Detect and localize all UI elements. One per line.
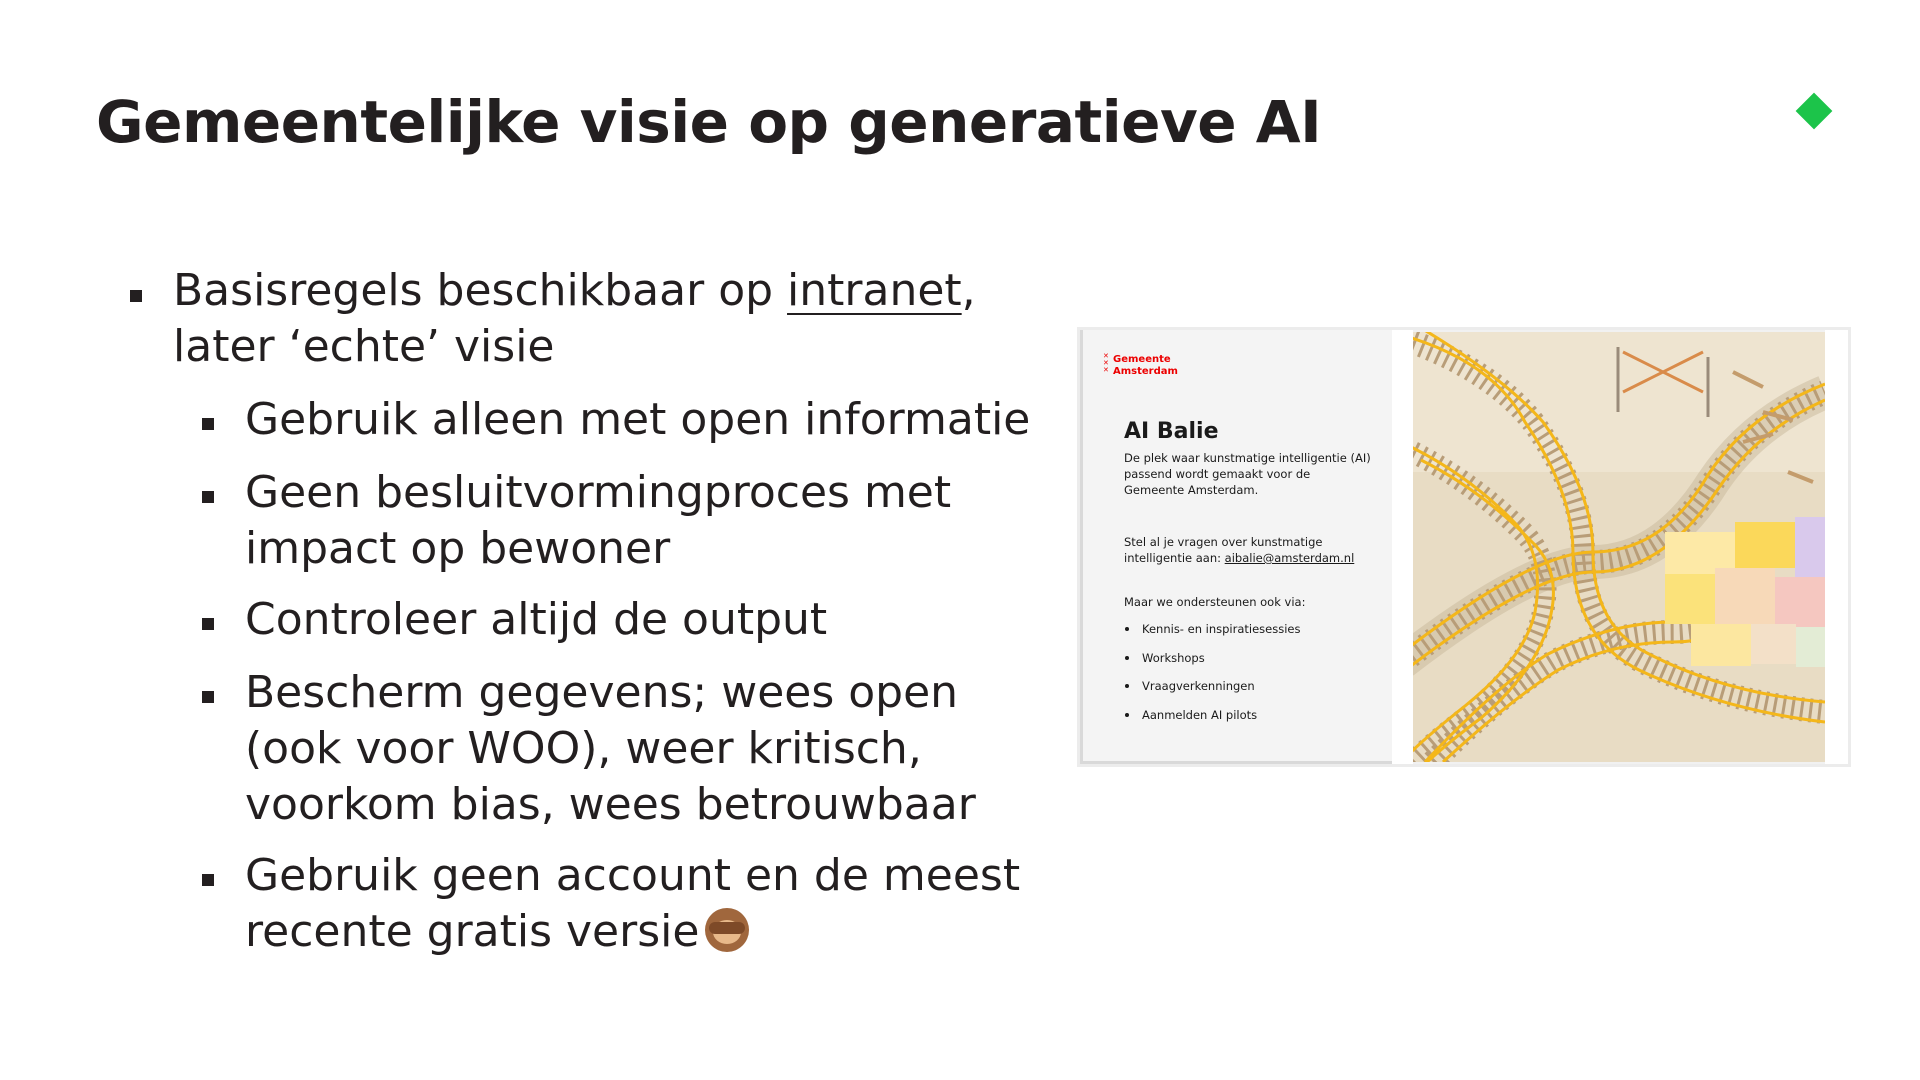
see-no-evil-monkey-icon [705,908,749,952]
bullet-text-line3: voorkom bias, wees betrouwbaar [245,779,976,830]
embedded-text-panel [1080,330,1392,764]
bullet-square-icon [130,290,142,302]
list-item: Workshops [1124,651,1300,680]
bullet-text-line2: impact op bewoner [245,523,671,574]
embedded-intro: De plek waar kunstmatige intelligentie (AI) passend wordt gemaakt voor de Gemeente Amsterdam. [1124,451,1371,497]
bullet-square-icon [202,418,214,430]
green-diamond-icon [1796,93,1833,130]
embedded-support-list [1124,622,1300,736]
embedded-support-heading: Maar we ondersteunen ook via: [1124,595,1306,609]
sub-bullet-open-informatie: Gebruik alleen met open informatie [245,394,1031,445]
embedded-right-margin [1825,330,1851,764]
sub-bullet-bescherm [245,665,976,833]
bullet-text-line2: later ‘echte’ visie [173,321,555,372]
bullet-text: Bescherm gegevens; wees open [245,667,959,718]
bullet-square-icon [202,874,214,886]
bullet-text-punct: , [961,265,976,316]
bullet-text: Basisregels beschikbaar op [173,265,788,316]
andreas-cross-icon: ✕ [1103,366,1109,374]
list-item: Aanmelden AI pilots [1124,708,1300,737]
embedded-ai-balie-slide [1077,327,1851,767]
railway-tracks-svg [1413,332,1825,762]
andreas-cross-icon: ✕ [1103,359,1109,367]
bullet-square-icon [202,491,214,503]
embedded-title: AI Balie [1124,419,1219,444]
bullet-square-icon [202,618,214,630]
andreas-cross-icon: ✕ [1103,352,1109,360]
logo-text: Gemeente Amsterdam [1113,354,1178,377]
bullet-text-line2: (ook voor WOO), weer kritisch, [245,723,922,774]
bullet-text: Geen besluitvormingproces met [245,467,952,518]
sub-bullet-besluitvorming [245,465,951,577]
list-item: Vraagverkenningen [1124,679,1300,708]
bullet-text: Gebruik geen account en de meest [245,850,1021,901]
email-link[interactable]: aibalie@amsterdam.nl [1224,551,1355,565]
bullet-basisregels [173,263,976,375]
bullet-square-icon [202,691,214,703]
slide-title: Gemeentelijke visie op generatieve AI [96,88,1322,156]
bullet-text-line2: recente gratis versie [245,906,700,957]
railway-tracks-illustration [1413,332,1825,762]
list-item: Kennis- en inspiratiesessies [1124,622,1300,651]
sub-bullet-controleer: Controleer altijd de output [245,594,828,645]
sub-bullet-account [245,848,1020,960]
embedded-divider [1392,330,1413,764]
embedded-contact: Stel al je vragen over kunstmatige intelligentie aan: aibalie@amsterdam.nl [1124,535,1355,565]
intranet-link[interactable]: intranet [787,265,962,316]
